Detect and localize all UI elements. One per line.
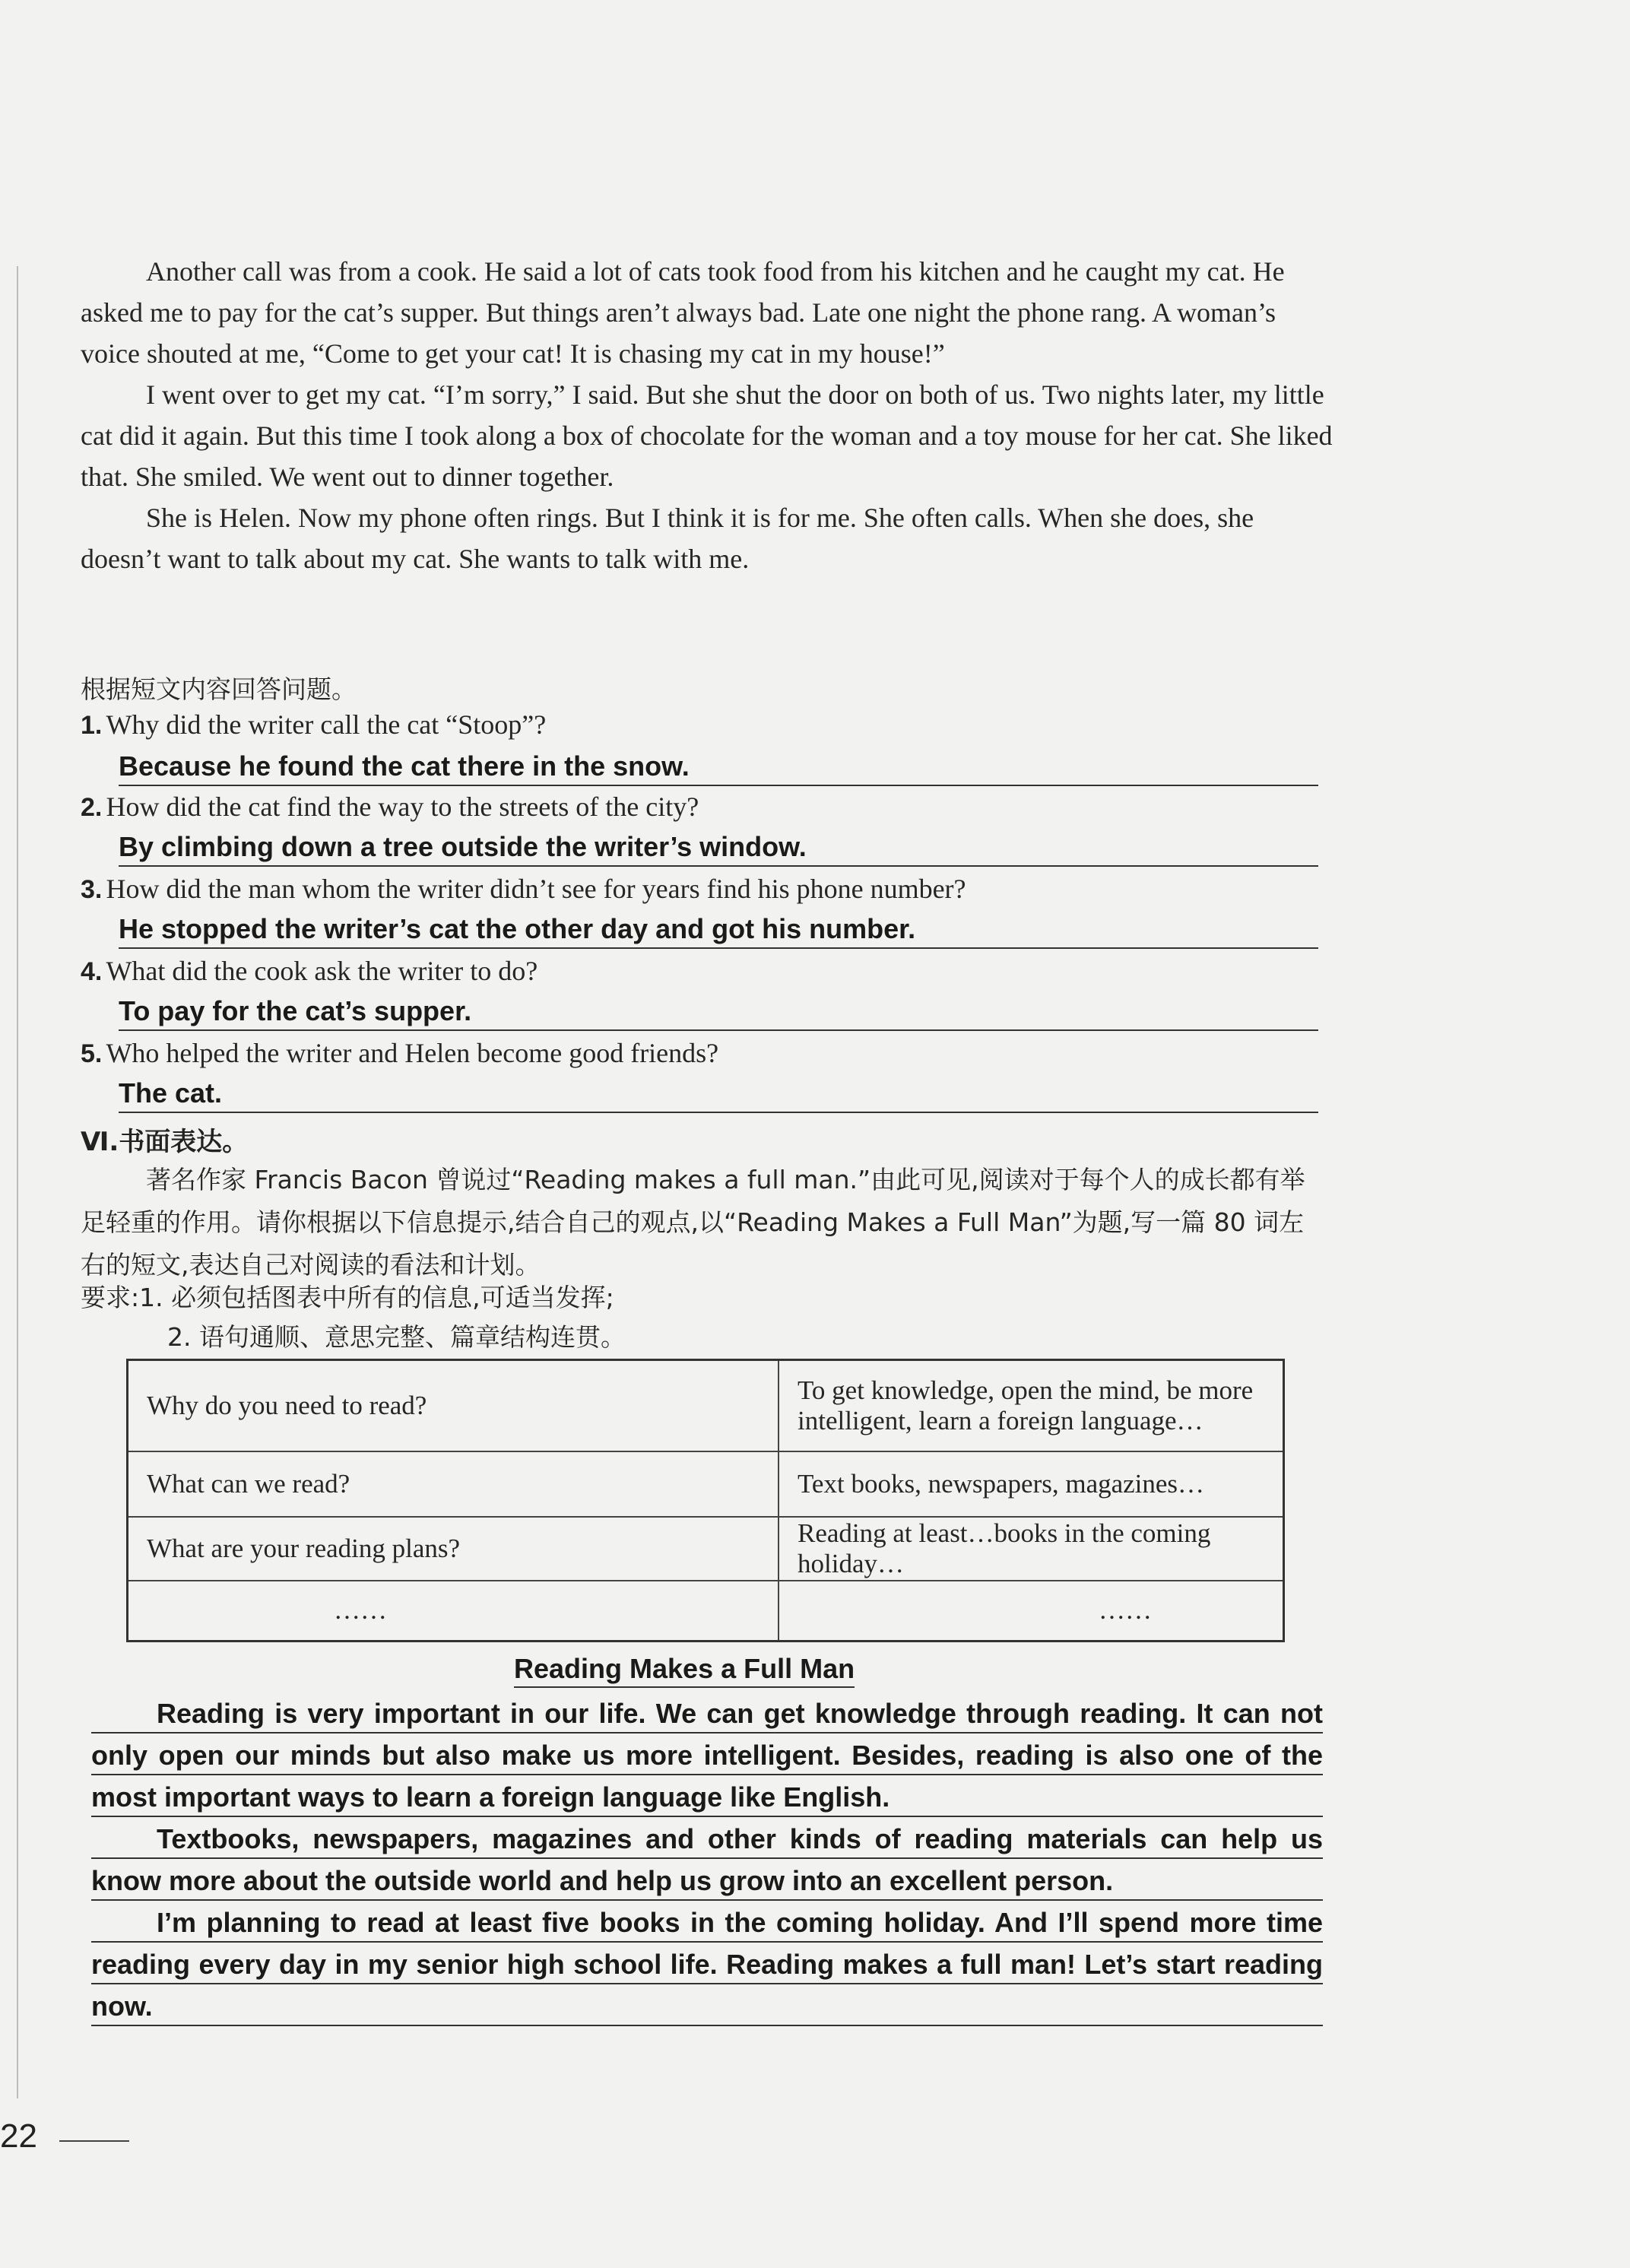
- table-cell-question: ……: [128, 1581, 779, 1642]
- essay-body: [91, 1692, 1323, 2027]
- answer-line: The cat.: [119, 1075, 1318, 1113]
- table-cell-question: Why do you need to read?: [128, 1360, 779, 1451]
- essay-paragraph: Textbooks, newspapers, magazines and other kinds of reading materials can help us know more about the outside world and help us grow into an excellent person.: [91, 1823, 1323, 1896]
- question-text: How did the cat find the way to the streets of the city?: [106, 791, 699, 822]
- section-title: Ⅵ.书面表达。: [81, 1127, 249, 1157]
- story-paragraph: She is Helen. Now my phone often rings. But I think it is for me. She often calls. When she does, she doesn’t want to talk about my cat. She wants to talk with me.: [81, 503, 1254, 574]
- requirement-2: 2. 语句通顺、意思完整、篇章结构连贯。: [167, 1322, 626, 1352]
- question-number: 4.: [81, 957, 103, 986]
- table-row: [128, 1517, 1284, 1581]
- answer-line: He stopped the writer’s cat the other day and got his number.: [119, 911, 1318, 949]
- table-row: [128, 1451, 1284, 1517]
- question-number: 1.: [81, 711, 103, 740]
- writing-prompt: 著名作家 Francis Bacon 曾说过“Reading makes a full man.”由此可见,阅读对于每个人的成长都有举足轻重的作用。请你根据以下信息提示,结合自己的观点,以“Reading Makes a Full Man”为题,写一篇 80 词左右的短文,表达自己对阅读的看法和计划。: [81, 1165, 1305, 1280]
- answer-line: To pay for the cat’s supper.: [119, 993, 1318, 1031]
- question-text: How did the man whom the writer didn’t see for years find his phone number?: [106, 874, 966, 904]
- question-text: Who helped the writer and Helen become good friends?: [106, 1038, 719, 1068]
- question-text: What did the cook ask the writer to do?: [106, 956, 538, 986]
- page-number-rule: [59, 2140, 129, 2142]
- story-paragraph: Another call was from a cook. He said a lot of cats took food from his kitchen and he caught my cat. He asked me to pay for the cat’s supper. But things aren’t always bad. Late one night the phone rang. A woman’s voice shouted at me, “Come to get your cat! It is chasing my cat in my house!”: [81, 256, 1285, 369]
- question-text: Why did the writer call the cat “Stoop”?: [106, 709, 547, 740]
- story-paragraph: I went over to get my cat. “I’m sorry,” I said. But she shut the door on both of us. Two nights later, my little cat did it again. But this time I took along a box of chocolate for the woman and a toy mouse for her cat. She liked that. She smiled. We went out to dinner together.: [81, 379, 1333, 492]
- question-number: 5.: [81, 1039, 103, 1068]
- page-number: 22: [0, 2117, 37, 2155]
- question-item: [81, 1037, 1343, 1069]
- table-row: [128, 1581, 1284, 1642]
- table-cell-answer: ……: [779, 1581, 1284, 1642]
- requirement-1: 要求:1. 必须包括图表中所有的信息,可适当发挥;: [81, 1283, 614, 1312]
- table-cell-answer: To get knowledge, open the mind, be more intelligent, learn a foreign language…: [779, 1360, 1284, 1451]
- question-item: [81, 955, 1343, 987]
- table-cell-answer: Text books, newspapers, magazines…: [779, 1451, 1284, 1517]
- question-item: [81, 709, 1343, 741]
- info-table: [126, 1359, 1285, 1642]
- answer-line: Because he found the cat there in the snow.: [119, 748, 1318, 786]
- essay-paragraph: I’m planning to read at least five books in the coming holiday. And I’ll spend more time reading every day in my senior high school life. Reading makes a full man! Let’s start reading now.: [91, 1907, 1323, 2022]
- answer-line: By climbing down a tree outside the writer’s window.: [119, 829, 1318, 867]
- essay-title: Reading Makes a Full Man: [514, 1651, 855, 1688]
- question-number: 2.: [81, 793, 103, 822]
- margin-line: [17, 266, 18, 2098]
- table-cell-question: What can we read?: [128, 1451, 779, 1517]
- question-item: [81, 791, 1343, 823]
- question-item: [81, 873, 1343, 905]
- essay-paragraph: Reading is very important in our life. We can get knowledge through reading. It can not only open our minds but also make us more intelligent. Besides, reading is also one of the most important ways to learn a foreign language like English.: [91, 1698, 1323, 1813]
- table-cell-answer: Reading at least…books in the coming holiday…: [779, 1517, 1284, 1581]
- questions-instruction: 根据短文内容回答问题。: [81, 674, 357, 704]
- question-number: 3.: [81, 875, 103, 904]
- story-text: [81, 251, 1335, 579]
- table-cell-question: What are your reading plans?: [128, 1517, 779, 1581]
- table-row: [128, 1360, 1284, 1451]
